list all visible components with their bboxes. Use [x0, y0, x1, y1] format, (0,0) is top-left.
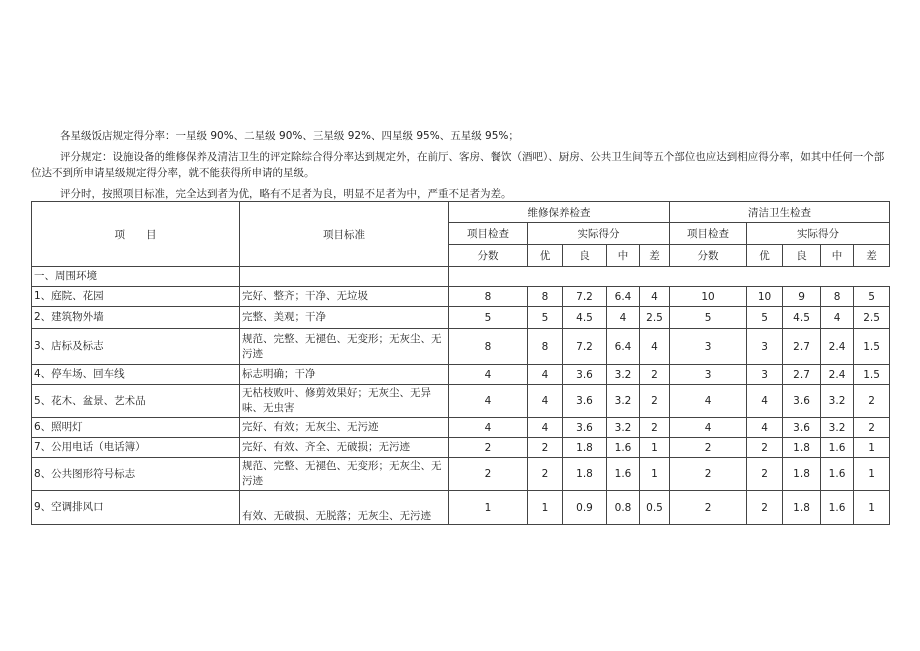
item-standard: 完好、整齐；干净、无垃圾 [240, 287, 449, 307]
header-m-score: 分数 [449, 245, 528, 267]
cleaning-score: 1.8 [783, 438, 821, 458]
maintenance-score: 2.5 [640, 307, 670, 329]
maintenance-score: 1.8 [563, 438, 607, 458]
scoring-rule: 评分规定：设施设备的维修保养及清洁卫生的评定除综合得分率达到规定外，在前厅、客房、餐饮（酒吧）、厨房、公共卫生间等五个部位也应达到相应得分率，如其中任何一个部位达不到所申请星级规定得分率，就不能获得所申请的星级。 [31, 151, 885, 179]
cleaning-score: 2 [670, 438, 747, 458]
cleaning-score: 1.8 [783, 458, 821, 491]
cleaning-score: 2.7 [783, 329, 821, 365]
cleaning-score: 2.4 [821, 329, 854, 365]
cleaning-score: 9 [783, 287, 821, 307]
item-name: 3、店标及标志 [32, 329, 240, 365]
cleaning-score: 4 [747, 385, 783, 418]
header-c-grade-fair: 中 [821, 245, 854, 267]
cleaning-score: 1 [854, 491, 890, 525]
header-m-check: 项目检查 [449, 223, 528, 245]
cleaning-score: 2 [747, 438, 783, 458]
header-m-actual: 实际得分 [528, 223, 670, 245]
cleaning-score: 2.4 [821, 365, 854, 385]
item-standard: 有效、无破损、无脱落；无灰尘、无污迹 [240, 491, 449, 525]
cleaning-score: 3 [747, 329, 783, 365]
maintenance-score: 4 [528, 418, 563, 438]
maintenance-score: 2 [528, 438, 563, 458]
maintenance-score: 4 [528, 365, 563, 385]
table-row [32, 458, 890, 491]
table-row [32, 491, 890, 525]
item-standard: 完好、有效、齐全、无破损；无污迹 [240, 438, 449, 458]
item-name: 8、公共图形符号标志 [32, 458, 240, 491]
maintenance-score: 2 [640, 365, 670, 385]
item-name: 2、建筑物外墙 [32, 307, 240, 329]
table-row [32, 418, 890, 438]
cleaning-score: 1.5 [854, 329, 890, 365]
maintenance-score: 4 [640, 287, 670, 307]
cleaning-score: 1 [854, 458, 890, 491]
maintenance-score: 1.8 [563, 458, 607, 491]
maintenance-score: 5 [528, 307, 563, 329]
cleaning-score: 8 [821, 287, 854, 307]
cleaning-score: 2 [854, 385, 890, 418]
table-row [32, 329, 890, 365]
cleaning-score: 3.2 [821, 385, 854, 418]
inspection-table [31, 201, 890, 525]
cleaning-score: 4 [670, 385, 747, 418]
item-standard: 规范、完整、无褪色、无变形；无灰尘、无污迹 [240, 329, 449, 365]
maintenance-score: 2 [449, 458, 528, 491]
table-row [32, 365, 890, 385]
cleaning-score: 3.6 [783, 418, 821, 438]
maintenance-score: 5 [449, 307, 528, 329]
maintenance-score: 1 [640, 458, 670, 491]
header-c-score: 分数 [670, 245, 747, 267]
maintenance-score: 8 [528, 287, 563, 307]
maintenance-score: 3.2 [607, 418, 640, 438]
maintenance-score: 2 [640, 385, 670, 418]
cleaning-score: 1 [854, 438, 890, 458]
maintenance-score: 1.6 [607, 458, 640, 491]
header-c-check: 项目检查 [670, 223, 747, 245]
cleaning-score: 3.6 [783, 385, 821, 418]
cleaning-score: 1.6 [821, 438, 854, 458]
maintenance-score: 3.6 [563, 418, 607, 438]
maintenance-score: 4 [640, 329, 670, 365]
cleaning-score: 5 [854, 287, 890, 307]
header-cleaning: 清洁卫生检查 [670, 202, 890, 223]
maintenance-score: 0.9 [563, 491, 607, 525]
cleaning-score: 10 [670, 287, 747, 307]
cleaning-score: 4.5 [783, 307, 821, 329]
cleaning-score: 3 [670, 329, 747, 365]
table-row [32, 385, 890, 418]
cleaning-score: 2.7 [783, 365, 821, 385]
header-c-actual: 实际得分 [747, 223, 890, 245]
header-c-grade-excellent: 优 [747, 245, 783, 267]
maintenance-score: 7.2 [563, 329, 607, 365]
item-name: 1、庭院、花园 [32, 287, 240, 307]
header-m-grade-fair: 中 [607, 245, 640, 267]
cleaning-score: 2.5 [854, 307, 890, 329]
maintenance-score: 1 [528, 491, 563, 525]
maintenance-score: 6.4 [607, 287, 640, 307]
header-standard: 项目标准 [240, 202, 449, 267]
star-rate-requirement: 各星级饭店规定得分率：一星级 90%、二星级 90%、三星级 92%、四星级 95%、五星级 95%； [60, 130, 519, 142]
header-c-grade-poor: 差 [854, 245, 890, 267]
header-c-grade-good: 良 [783, 245, 821, 267]
header-item: 项 目 [32, 202, 240, 267]
maintenance-score: 4 [449, 365, 528, 385]
cleaning-score: 5 [747, 307, 783, 329]
section-row [32, 267, 890, 287]
cleaning-score: 3 [670, 365, 747, 385]
scoring-method: 评分时，按照项目标准，完全达到者为优，略有不足者为良，明显不足者为中，严重不足者为差。 [60, 188, 512, 200]
table-row [32, 307, 890, 329]
cleaning-score: 3.2 [821, 418, 854, 438]
maintenance-score: 1.6 [607, 438, 640, 458]
item-standard: 完好、有效；无灰尘、无污迹 [240, 418, 449, 438]
maintenance-score: 3.2 [607, 365, 640, 385]
table-row [32, 438, 890, 458]
maintenance-score: 2 [528, 458, 563, 491]
maintenance-score: 8 [449, 329, 528, 365]
cleaning-score: 4 [747, 418, 783, 438]
cleaning-score: 4 [670, 418, 747, 438]
cleaning-score: 10 [747, 287, 783, 307]
maintenance-score: 7.2 [563, 287, 607, 307]
table-row [32, 287, 890, 307]
section-title: 一、周围环境 [32, 267, 240, 287]
cleaning-score: 4 [821, 307, 854, 329]
maintenance-score: 2 [640, 418, 670, 438]
cleaning-score: 3 [747, 365, 783, 385]
item-standard: 完整、美观；干净 [240, 307, 449, 329]
cleaning-score: 1.6 [821, 491, 854, 525]
maintenance-score: 1 [640, 438, 670, 458]
header-m-grade-excellent: 优 [528, 245, 563, 267]
maintenance-score: 3.2 [607, 385, 640, 418]
header-maintenance: 维修保养检查 [449, 202, 670, 223]
cleaning-score: 2 [670, 491, 747, 525]
cleaning-score: 1.8 [783, 491, 821, 525]
item-name: 6、照明灯 [32, 418, 240, 438]
maintenance-score: 4 [528, 385, 563, 418]
item-name: 7、公用电话（电话簿） [32, 438, 240, 458]
item-standard: 无枯枝败叶、修剪效果好；无灰尘、无异味、无虫害 [240, 385, 449, 418]
cleaning-score: 1.5 [854, 365, 890, 385]
item-standard: 规范、完整、无褪色、无变形；无灰尘、无污迹 [240, 458, 449, 491]
header-m-grade-poor: 差 [640, 245, 670, 267]
header-m-grade-good: 良 [563, 245, 607, 267]
maintenance-score: 4.5 [563, 307, 607, 329]
cleaning-score: 1.6 [821, 458, 854, 491]
item-name: 4、停车场、回车线 [32, 365, 240, 385]
maintenance-score: 4 [607, 307, 640, 329]
maintenance-score: 3.6 [563, 385, 607, 418]
maintenance-score: 2 [449, 438, 528, 458]
maintenance-score: 1 [449, 491, 528, 525]
cleaning-score: 2 [670, 458, 747, 491]
maintenance-score: 0.5 [640, 491, 670, 525]
maintenance-score: 8 [528, 329, 563, 365]
maintenance-score: 4 [449, 385, 528, 418]
maintenance-score: 0.8 [607, 491, 640, 525]
item-name: 9、空调排风口 [32, 491, 240, 525]
cleaning-score: 2 [747, 458, 783, 491]
item-standard: 标志明确；干净 [240, 365, 449, 385]
cleaning-score: 2 [747, 491, 783, 525]
cleaning-score: 5 [670, 307, 747, 329]
maintenance-score: 6.4 [607, 329, 640, 365]
cleaning-score: 2 [854, 418, 890, 438]
maintenance-score: 8 [449, 287, 528, 307]
item-name: 5、花木、盆景、艺术品 [32, 385, 240, 418]
maintenance-score: 3.6 [563, 365, 607, 385]
maintenance-score: 4 [449, 418, 528, 438]
